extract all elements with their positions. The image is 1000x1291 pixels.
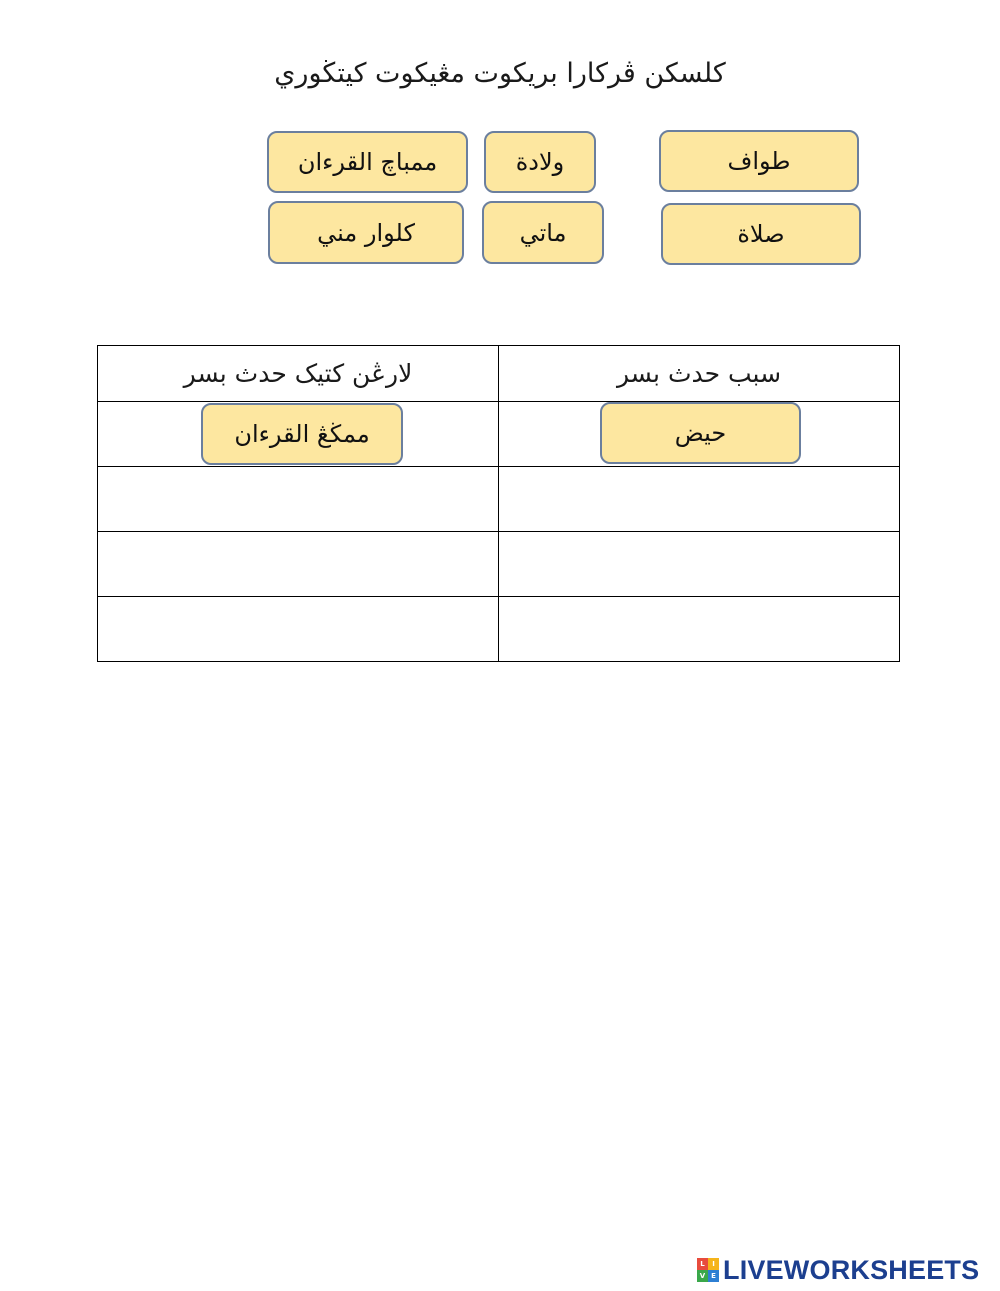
word-chip-keluar-mani[interactable]: كلوار مني — [268, 201, 464, 264]
word-chip-solat[interactable]: صلاة — [661, 203, 861, 265]
drop-zone-prohibitions-2[interactable] — [98, 467, 499, 532]
drop-zone-causes-3[interactable] — [499, 532, 900, 597]
drop-zone-prohibitions-3[interactable] — [98, 532, 499, 597]
placed-chip-menyentuh-quran[interactable]: ممڬڠ القرءان — [201, 403, 403, 465]
liveworksheets-logo-text: LIVEWORKSHEETS — [723, 1254, 980, 1285]
drop-zone-causes-2[interactable] — [499, 467, 900, 532]
liveworksheets-logo-icon: L I V E — [697, 1258, 719, 1282]
word-chip-wiladah[interactable]: ولادة — [484, 131, 596, 193]
classification-table — [97, 345, 900, 662]
drop-zone-prohibitions-4[interactable] — [98, 597, 499, 662]
worksheet-title: كلسكن ڤركارا بريكوت مڠيكوت كيتڬوري — [274, 58, 726, 89]
drop-zone-causes-4[interactable] — [499, 597, 900, 662]
word-chip-membaca-quran[interactable]: ممباچ القرءان — [267, 131, 468, 193]
word-chip-tawaf[interactable]: طواف — [659, 130, 859, 192]
column-header-causes: سبب حدث بسر — [499, 346, 900, 402]
word-chip-mati[interactable]: ماتي — [482, 201, 604, 264]
placed-chip-haid[interactable]: حيض — [600, 402, 801, 464]
liveworksheets-logo[interactable] — [697, 1255, 979, 1285]
column-header-prohibitions: لارڠن كتيک حدث بسر — [98, 346, 499, 402]
